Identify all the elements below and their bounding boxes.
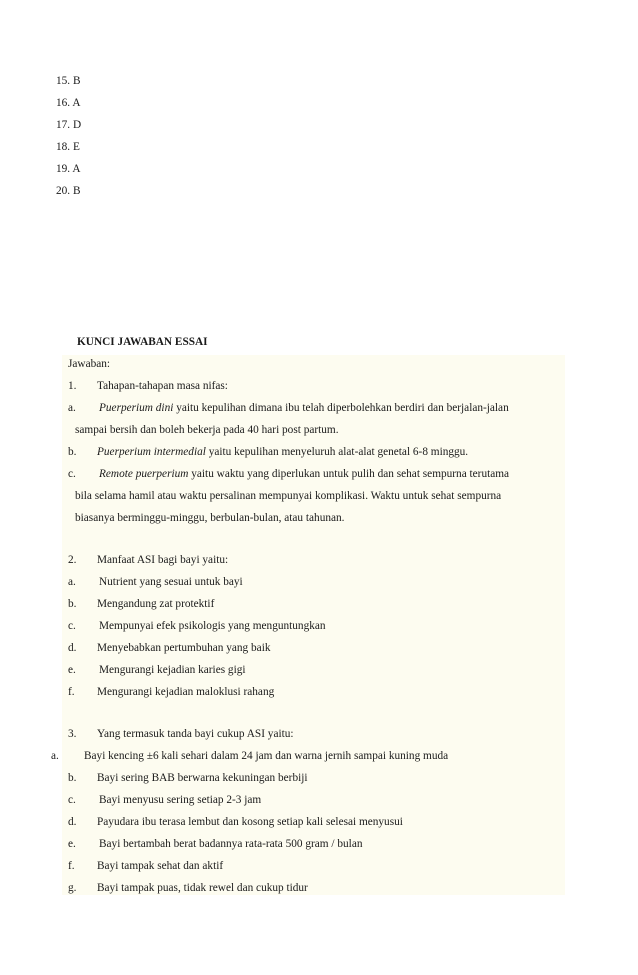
q3-number: 3. [68,728,77,740]
q3-item-label: g. [68,882,77,894]
mc-answer: 20. B [56,185,81,197]
essay-heading: KUNCI JAWABAN ESSAI [77,336,208,348]
q3-item-label: f. [68,860,75,872]
q2-item-text: Mengurangi kejadian karies gigi [99,664,246,676]
q3-item-text: Bayi bertambah berat badannya rata-rata 500 gram / bulan [99,838,363,850]
q3-item-label: e. [68,838,76,850]
q1-c-term: Remote puerperium [99,468,189,480]
q1-a-line1 [99,401,564,415]
mc-answer: 16. A [56,97,81,109]
q2-item-label: d. [68,642,77,654]
q2-text: Manfaat ASI bagi bayi yaitu: [97,554,229,566]
q1-c-line2: bila selama hamil atau waktu persalinan mempunyai komplikasi. Waktu untuk sehat sempurna [75,490,502,502]
q1-a-label: a. [68,402,76,414]
q2-item-text: Menyebabkan pertumbuhan yang baik [97,642,271,654]
q2-item-label: f. [68,686,75,698]
q2-item-text: Mempunyai efek psikologis yang menguntungkan [99,620,326,632]
mc-answer: 19. A [56,163,81,175]
q1-c-text: yaitu waktu yang diperlukan untuk pulih dan sehat sempurna terutama [191,468,510,480]
q1-c-line1 [99,467,509,481]
q1-c-label: c. [68,468,76,480]
q3-item-label: c. [68,794,76,806]
q1-b-label: b. [68,446,77,458]
q1-a-text: yaitu kepulihan dimana ibu telah diperbolehkan berdiri dan berjalan-jalan [176,402,509,414]
q1-b-text: yaitu kepulihan menyeluruh alat-alat genetal 6-8 minggu. [208,446,469,458]
q2-item-text: Mengurangi kejadian maloklusi rahang [97,686,275,698]
q2-item-label: a. [68,576,76,588]
q2-item-label: b. [68,598,77,610]
q1-a-term: Puerperium dini [99,402,174,414]
q3-item-label: d. [68,816,77,828]
q2-item-label: e. [68,664,76,676]
q3-text: Yang termasuk tanda bayi cukup ASI yaitu: [97,728,294,740]
q3-item-text: Bayi kencing ±6 kali sehari dalam 24 jam dan warna jernih sampai kuning muda [84,750,449,762]
q2-number: 2. [68,554,77,566]
q1-c-line3: biasanya berminggu-minggu, berbulan-bulan, atau tahunan. [75,512,345,524]
mc-answer: 15. B [56,75,81,87]
q2-item-label: c. [68,620,76,632]
answer-intro: Jawaban: [68,358,111,370]
q3-item-text: Payudara ibu terasa lembut dan kosong setiap kali selesai menyusui [97,816,403,828]
mc-answer: 18. E [56,141,80,153]
q3-item-text: Bayi menyusu sering setiap 2-3 jam [99,794,262,806]
q3-item-label: a. [51,750,59,762]
q3-item-text: Bayi sering BAB berwarna kekuningan berbiji [97,772,308,784]
q1-a-line2: sampai bersih dan boleh bekerja pada 40 hari post partum. [75,424,339,436]
q3-item-text: Bayi tampak puas, tidak rewel dan cukup tidur [97,882,308,894]
q2-item-text: Mengandung zat protektif [97,598,215,610]
q1-number: 1. [68,380,77,392]
mc-answer: 17. D [56,119,82,131]
q2-item-text: Nutrient yang sesuai untuk bayi [99,576,243,588]
q1-b-term: Puerperium intermedial [97,446,206,458]
q1-b-line1 [97,445,468,459]
q3-item-label: b. [68,772,77,784]
q3-item-text: Bayi tampak sehat dan aktif [97,860,224,872]
q1-text: Tahapan-tahapan masa nifas: [97,380,228,392]
